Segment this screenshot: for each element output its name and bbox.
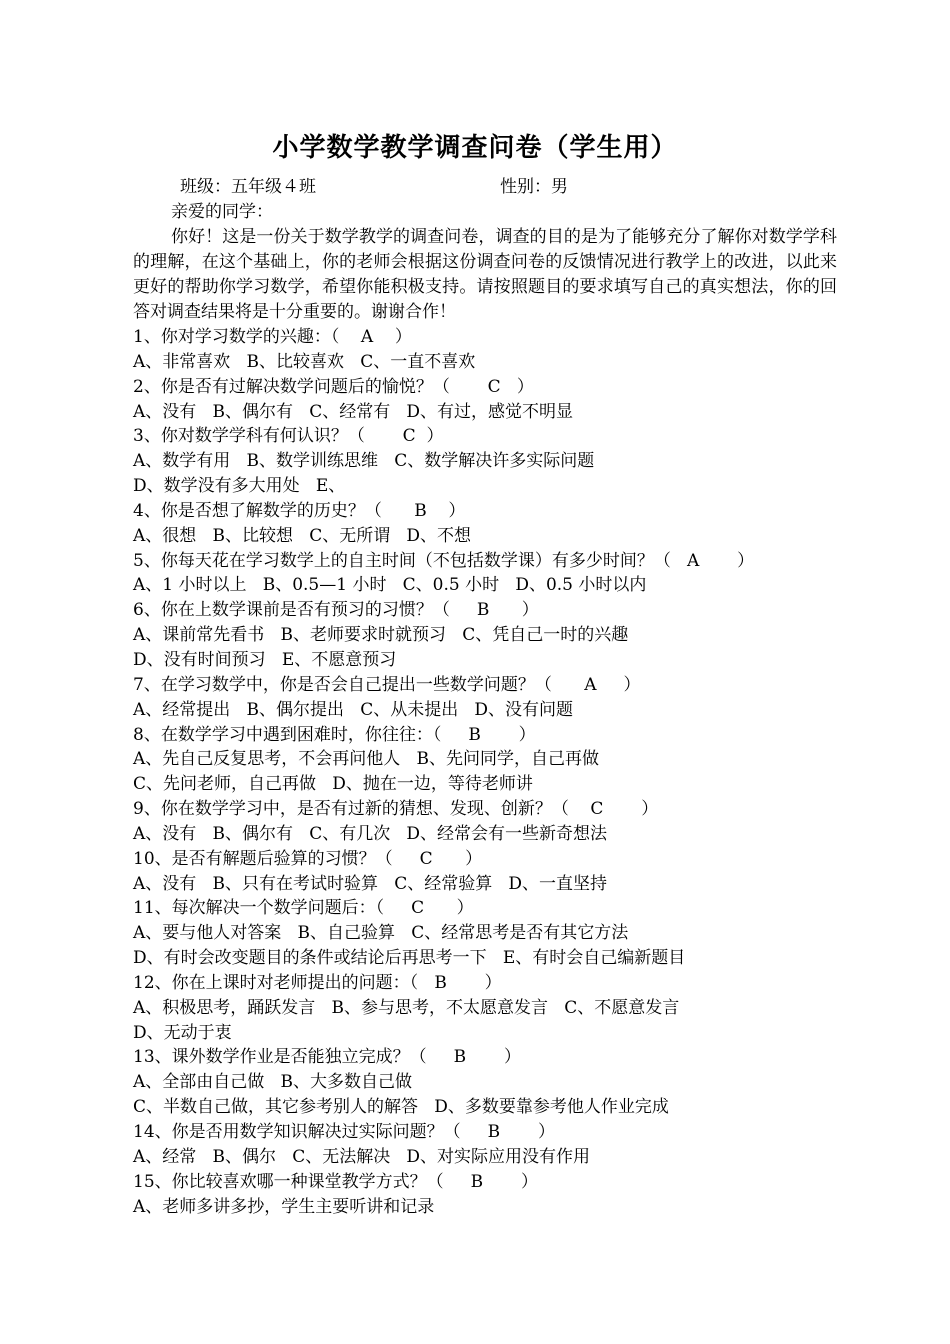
option-line: A、先自己反复思考，不会再问他人 B、先问同学，自己再做 xyxy=(133,749,599,770)
option-line: A、积极思考，踊跃发言 B、参与思考，不太愿意发言 C、不愿意发言 xyxy=(133,997,680,1018)
student-info xyxy=(0,175,950,200)
class-info: 班级：五年级４班 xyxy=(180,177,316,197)
intro-text: 你好！这是一份关于数学教学的调查问卷，调查的目的是为了能够充分了解你对数学学科的理解，在这个基础上，你的老师会根据这份调查问卷的反馈情况进行教学上的改进，以此来更好的帮助你学习数学，希望你能积极支持。请按照题目的要求填写自己的真实想法，你的回答对调查结果将是十分重要的。谢谢合作！ xyxy=(133,227,837,322)
question-line: 2、你是否有过解决数学问题后的愉悦？（ C ） xyxy=(133,376,534,397)
option-line: D、无动于衷 xyxy=(133,1022,232,1043)
intro-paragraph xyxy=(133,225,837,325)
page-title: 小学数学教学调查问卷（学生用） xyxy=(272,133,678,163)
question-line: 9、你在数学学习中，是否有过新的猜想、发现、创新？（ C ） xyxy=(133,799,659,820)
question-line: 5、你每天花在学习数学上的自主时间（不包括数学课）有多少时间？（ A ） xyxy=(133,550,755,571)
option-line: A、要与他人对答案 B、自己验算 C、经常思考是否有其它方法 xyxy=(133,923,629,944)
option-line: D、没有时间预习 E、不愿意预习 xyxy=(133,649,397,670)
question-line: 13、课外数学作业是否能独立完成？（ B ） xyxy=(133,1047,521,1068)
option-line: D、有时会改变题目的条件或结论后再思考一下 E、有时会自己编新题目 xyxy=(133,948,686,969)
question-line: 7、在学习数学中，你是否会自己提出一些数学问题？（ A ） xyxy=(133,674,641,695)
option-line: A、非常喜欢 B、比较喜欢 C、一直不喜欢 xyxy=(133,351,476,372)
option-line: A、1 小时以上 B、0.5—1 小时 C、0.5 小时 D、0.5 小时以内 xyxy=(133,575,647,596)
option-line: D、数学没有多大用处 E、 xyxy=(133,476,346,497)
option-line: A、经常 B、偶尔 C、无法解决 D、对实际应用没有作用 xyxy=(133,1146,591,1167)
option-line: A、没有 B、只有在考试时验算 C、经常验算 D、一直坚持 xyxy=(133,873,608,894)
option-line: A、全部由自己做 B、大多数自己做 xyxy=(133,1072,412,1093)
question-line: 10、是否有解题后验算的习惯？（ C ） xyxy=(133,848,483,869)
question-line: 15、你比较喜欢哪一种课堂教学方式？（ B ） xyxy=(133,1171,538,1192)
question-line: 3、你对数学学科有何认识？（ C ） xyxy=(133,426,444,447)
option-line: A、很想 B、比较想 C、无所谓 D、不想 xyxy=(133,525,472,546)
question-line: 8、在数学学习中遇到困难时，你往往：（ B ） xyxy=(133,724,536,745)
question-line: 4、你是否想了解数学的历史？（ B ） xyxy=(133,500,466,521)
question-line: 11、每次解决一个数学问题后：（ C ） xyxy=(133,898,474,919)
question-line: 6、你在上数学课前是否有预习的习惯？（ B ） xyxy=(133,600,539,621)
option-line: A、没有 B、偶尔有 C、经常有 D、有过，感觉不明显 xyxy=(133,401,574,422)
option-line: A、老师多讲多抄，学生主要听讲和记录 xyxy=(133,1196,435,1217)
option-line: C、半数自己做，其它参考别人的解答 D、多数要靠参考他人作业完成 xyxy=(133,1097,669,1118)
option-line: A、课前常先看书 B、老师要求时就预习 C、凭自己一时的兴趣 xyxy=(133,625,629,646)
question-line: 12、你在上课时对老师提出的问题：（ B ） xyxy=(133,972,502,993)
greeting: 亲爱的同学： xyxy=(171,202,273,222)
option-line: A、没有 B、偶尔有 C、有几次 D、经常会有一些新奇想法 xyxy=(133,823,608,844)
question-line: 14、你是否用数学知识解决过实际问题？（ B ） xyxy=(133,1122,555,1142)
option-line: C、先问老师，自己再做 D、抛在一边，等待老师讲 xyxy=(133,774,533,795)
gender-info: 性别：男 xyxy=(500,177,568,197)
option-line: A、经常提出 B、偶尔提出 C、从未提出 D、没有问题 xyxy=(133,699,574,720)
option-line: A、数学有用 B、数学训练思维 C、数学解决许多实际问题 xyxy=(133,451,595,472)
question-line: 1、你对学习数学的兴趣：（ A ） xyxy=(133,327,412,347)
question-list xyxy=(133,325,833,1219)
